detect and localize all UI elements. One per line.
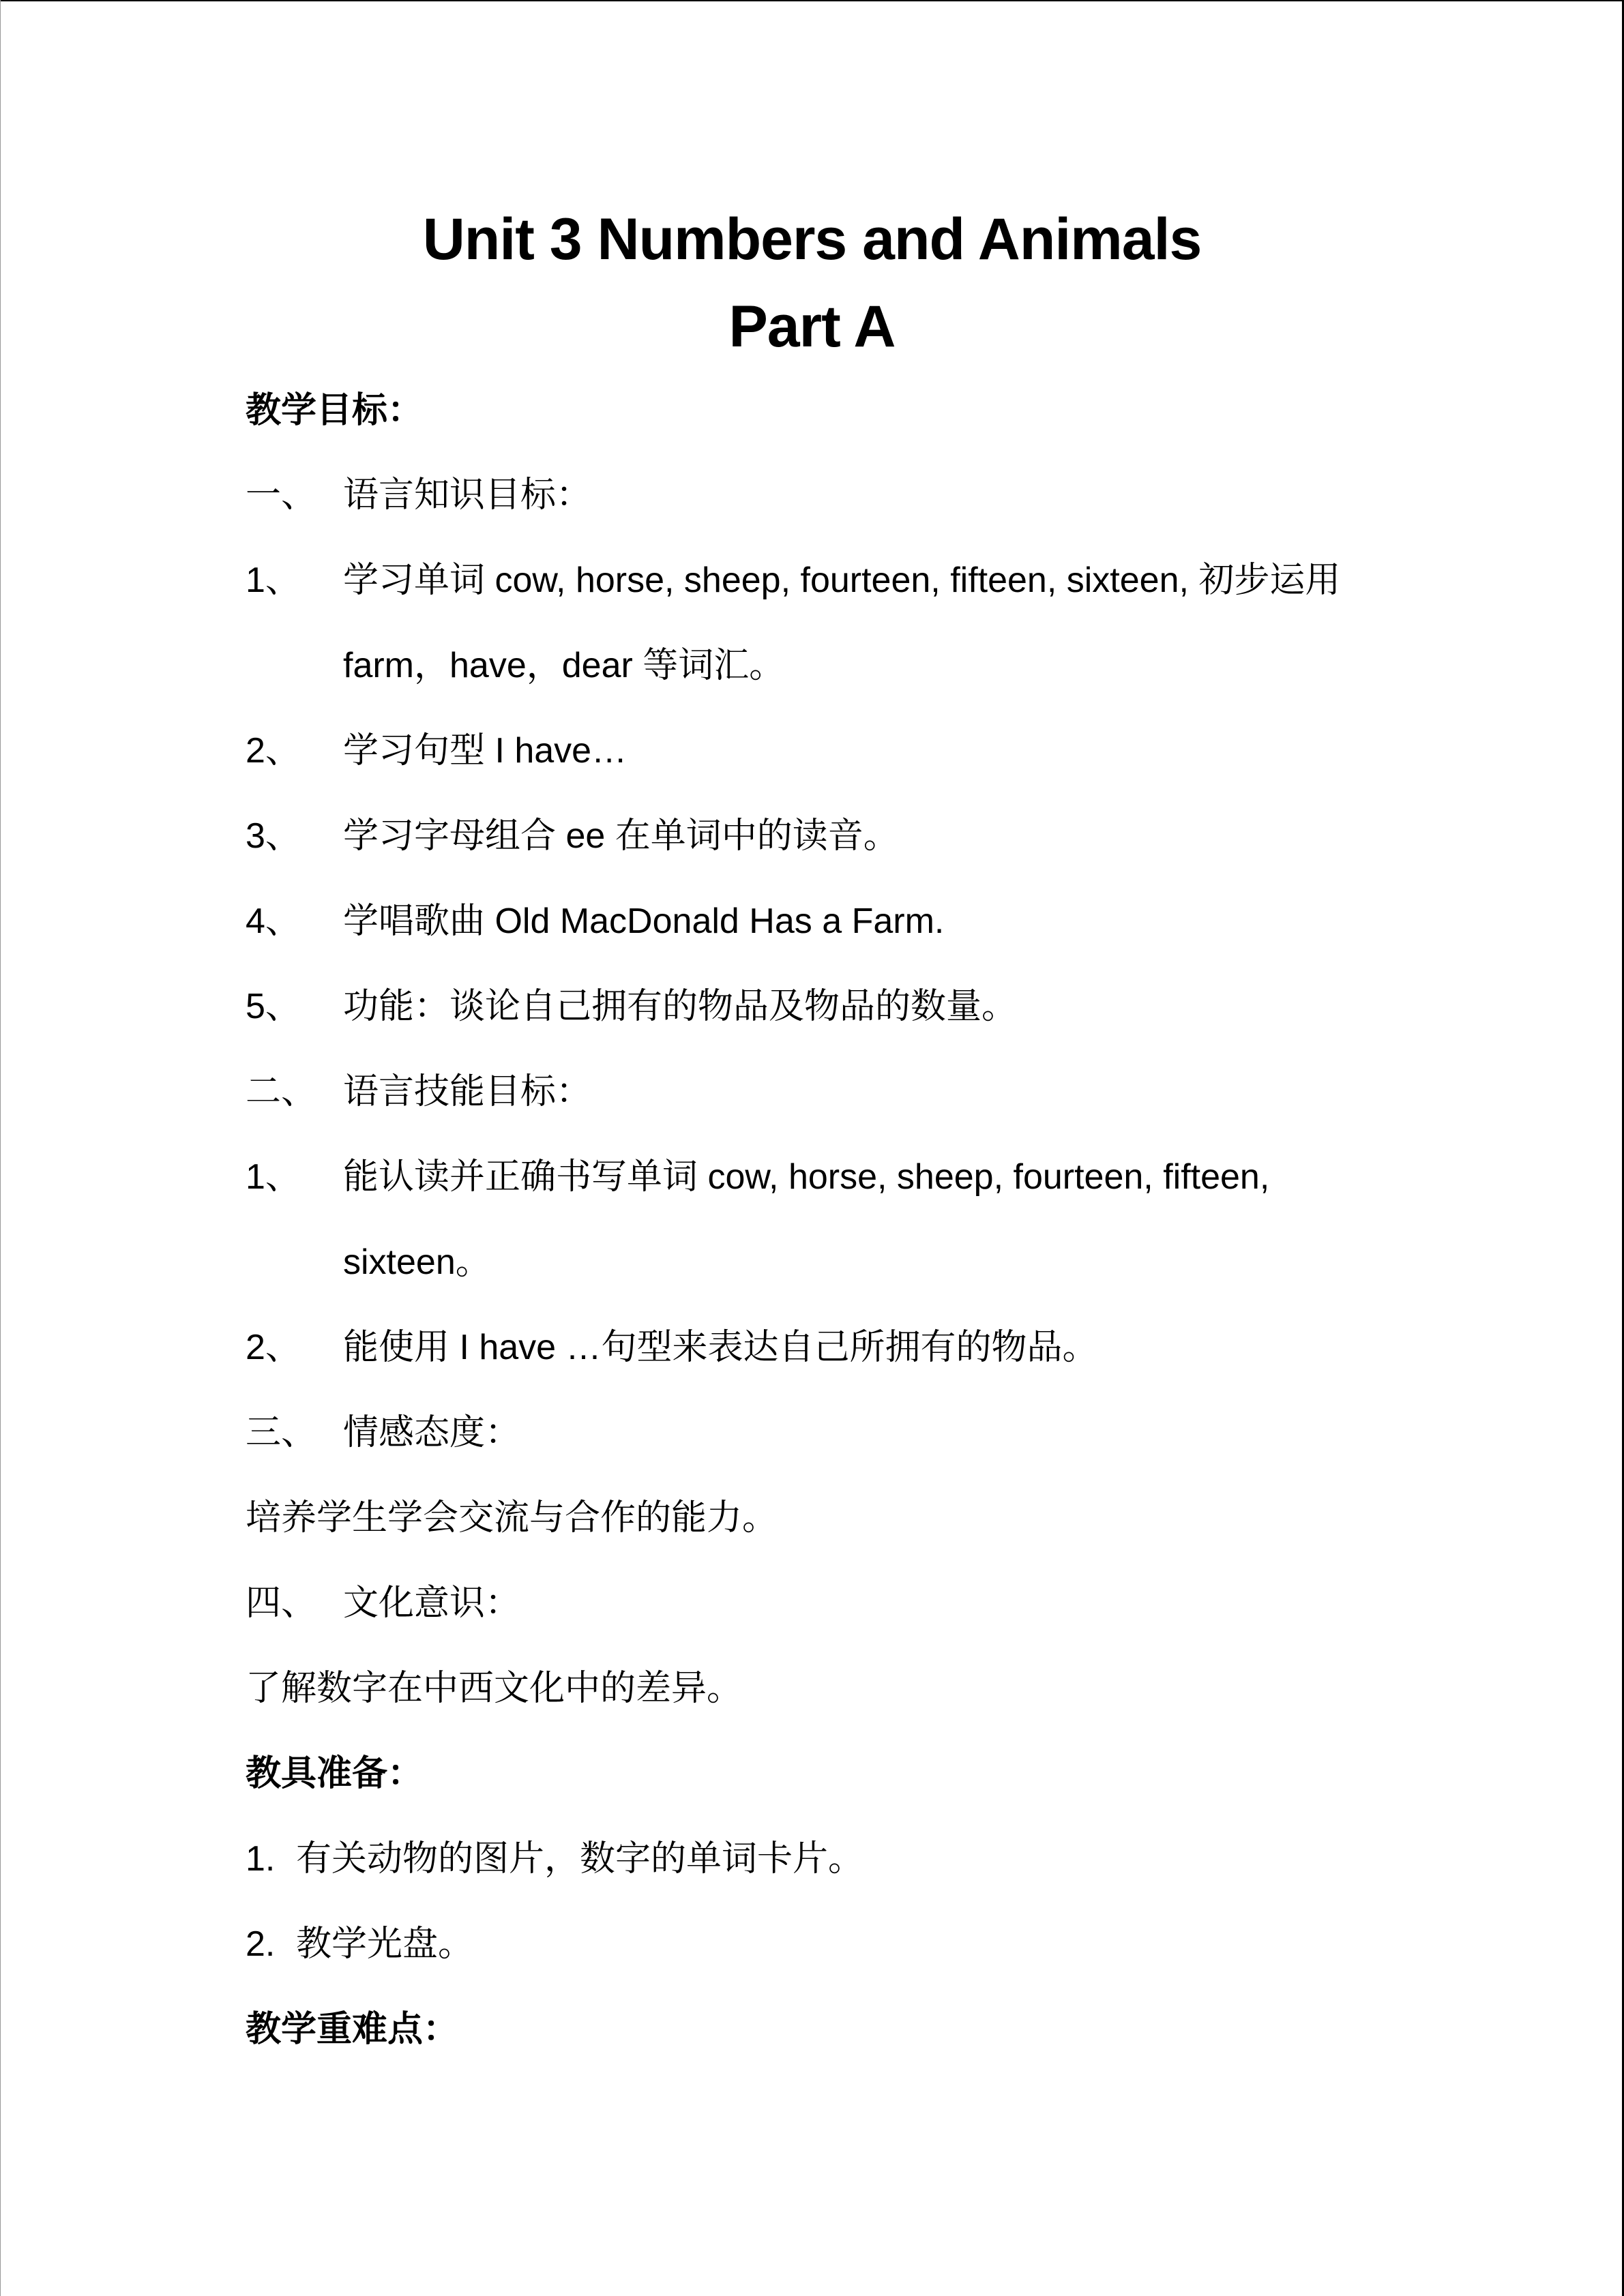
heading-materials: 教具准备： — [246, 1753, 424, 1794]
s1-item1-text: 学习单词 cow, horse, sheep, fourteen, fifteen, sixteen, 初步运用 — [343, 561, 1341, 600]
s1-item3-text: 学习字母组合 ee 在单词中的读音。 — [343, 816, 899, 856]
document-title: Unit 3 Numbers and Animals — [422, 207, 1202, 272]
s2-item1-text: 能认读并正确书写单词 cow, horse, sheep, fourteen, fifteen, — [343, 1157, 1270, 1197]
materials-item2-marker: 2. — [246, 1924, 276, 1964]
section1-marker: 一、 — [246, 475, 317, 516]
s1-item4-text: 学唱歌曲 Old MacDonald Has a Farm. — [343, 901, 945, 941]
materials-item2-text: 教学光盘。 — [296, 1924, 474, 1965]
section3-marker: 三、 — [246, 1412, 317, 1453]
section4-title: 文化意识： — [343, 1583, 521, 1624]
s1-item3-marker: 3、 — [246, 816, 301, 856]
document-subtitle: Part A — [728, 294, 896, 359]
section4-body: 了解数字在中西文化中的差异。 — [246, 1668, 743, 1709]
materials-item1-marker: 1. — [246, 1839, 276, 1879]
heading-keypoints: 教学重难点： — [246, 2008, 459, 2050]
s1-item2-marker: 2、 — [246, 731, 301, 771]
s1-item5-marker: 5、 — [246, 987, 301, 1026]
s1-item2-text: 学习句型 I have… — [343, 731, 628, 771]
page-top-border — [0, 0, 1624, 1]
s2-item1-marker: 1、 — [246, 1157, 301, 1197]
s1-item1-marker: 1、 — [246, 561, 301, 600]
section4-marker: 四、 — [246, 1583, 317, 1624]
s2-item2-text: 能使用 I have …句型来表达自己所拥有的物品。 — [343, 1328, 1098, 1367]
materials-item1-text: 有关动物的图片，数字的单词卡片。 — [296, 1838, 864, 1879]
s2-item1-cont: sixteen。 — [343, 1242, 491, 1282]
s1-item1-cont: farm，have，dear 等词汇。 — [343, 646, 785, 685]
section2-title: 语言技能目标： — [343, 1071, 592, 1112]
section1-title: 语言知识目标： — [343, 475, 592, 516]
section2-marker: 二、 — [246, 1071, 317, 1112]
s1-item4-marker: 4、 — [246, 901, 301, 941]
s1-item5-text: 功能：谈论自己拥有的物品及物品的数量。 — [343, 987, 1018, 1026]
section3-title: 情感态度： — [343, 1412, 521, 1453]
section3-body: 培养学生学会交流与合作的能力。 — [246, 1497, 778, 1538]
s2-item2-marker: 2、 — [246, 1328, 301, 1367]
heading-objectives: 教学目标： — [246, 389, 424, 431]
